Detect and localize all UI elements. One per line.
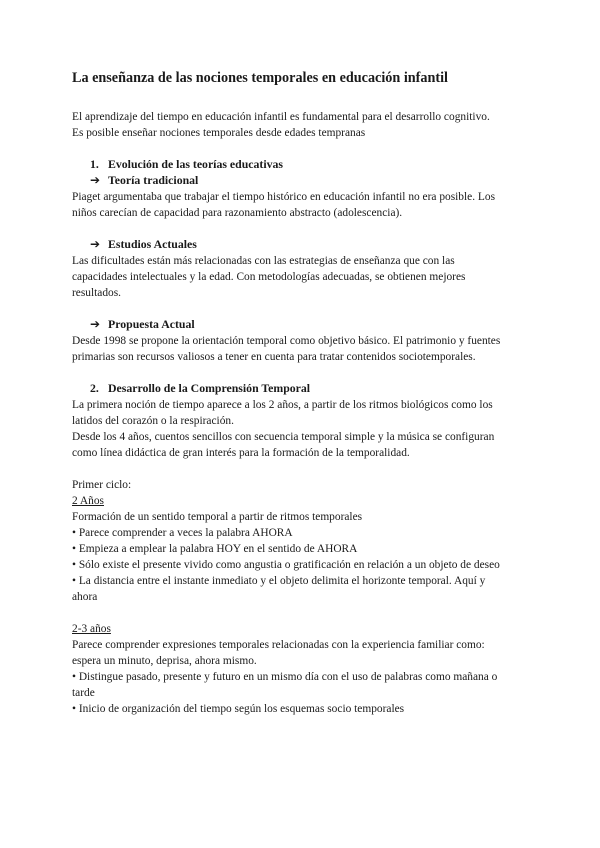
section-1-heading [90,157,283,172]
section-1-title: Evolución de las teorías educativas [108,157,283,171]
paragraph-line: capacidades intelectuales y la edad. Con metodologías adecuadas, se obtienen mejores [72,271,466,283]
subsection-paragraph-propuesta [72,333,532,365]
intro-line: Es posible enseñar nociones temporales desde edades tempranas [72,127,366,139]
section-2-number: 2. [90,381,99,395]
subsection-title: Propuesta Actual [108,317,195,331]
age-heading: 2 Años [72,495,104,507]
bullet-item: • La distancia entre el instante inmediato y el objeto delimita el horizonte temporal. Aquí y [72,575,486,587]
paragraph-line: resultados. [72,287,122,299]
bullet-item: • Distingue pasado, presente y futuro en un mismo día con el uso de palabras como mañana o [72,671,498,683]
cycle-label-text: Primer ciclo: [72,479,132,491]
intro-paragraph [72,109,532,141]
paragraph-line: Desde 1998 se propone la orientación temporal como objetivo básico. El patrimonio y fuentes [72,335,501,347]
age-line: espera un minuto, deprisa, ahora mismo. [72,655,257,667]
subsection-paragraph-actuales [72,253,532,301]
age-line: Formación de un sentido temporal a partir de ritmos temporales [72,511,363,523]
paragraph-line: niños carecían de capacidad para razonamiento abstracto (adolescencia). [72,207,403,219]
bullet-item: • Sólo existe el presente vivido como angustia o gratificación en relación a un objeto de deseo [72,559,500,571]
arrow-right-icon: ➔ [90,173,100,187]
paragraph-line: Piaget argumentaba que trabajar el tiempo histórico en educación infantil no era posible. Los [72,191,495,203]
subsection-heading-tradicional [90,173,198,188]
subsection-title: Estudios Actuales [108,237,197,251]
subsection-title: Teoría tradicional [108,173,199,187]
bullet-item: • Parece comprender a veces la palabra AHORA [72,527,293,539]
arrow-right-icon: ➔ [90,237,100,251]
subsection-paragraph-tradicional [72,189,532,221]
page-title: La enseñanza de las nociones temporales en educación infantil [72,70,448,86]
paragraph-line: latidos del corazón o la respiración. [72,415,234,427]
bullet-item-continued: ahora [72,591,98,603]
cycle-label [72,477,532,493]
section-2-heading [90,381,310,396]
paragraph-line: Las dificultades están más relacionadas con las estrategias de enseñanza que con las [72,255,455,267]
bullet-item: • Empieza a emplear la palabra HOY en el sentido de AHORA [72,543,358,555]
paragraph-line: como línea didáctica de gran interés para la formación de la temporalidad. [72,447,410,459]
age-block-2-3-years [72,621,532,717]
bullet-item-continued: tarde [72,687,95,699]
section-2-title: Desarrollo de la Comprensión Temporal [108,381,311,395]
paragraph-line: primarias son recursos valiosos a tener en cuenta para tratar contenidos sociotemporales. [72,351,476,363]
subsection-heading-propuesta [90,317,195,332]
age-heading: 2-3 años [72,623,111,635]
age-line: Parece comprender expresiones temporales relacionadas con la experiencia familiar como: [72,639,485,651]
paragraph-line: La primera noción de tiempo aparece a los 2 años, a partir de los ritmos biológicos como los [72,399,493,411]
arrow-right-icon: ➔ [90,317,100,331]
bullet-item: • Inicio de organización del tiempo según los esquemas socio temporales [72,703,405,715]
paragraph-line: Desde los 4 años, cuentos sencillos con secuencia temporal simple y la música se configuran [72,431,495,443]
section-1-number: 1. [90,157,99,171]
age-block-2-years [72,493,532,605]
subsection-heading-actuales [90,237,197,252]
section-2-paragraph-1 [72,397,532,429]
section-2-paragraph-2 [72,429,532,461]
intro-line: El aprendizaje del tiempo en educación infantil es fundamental para el desarrollo cognitivo. [72,111,490,123]
